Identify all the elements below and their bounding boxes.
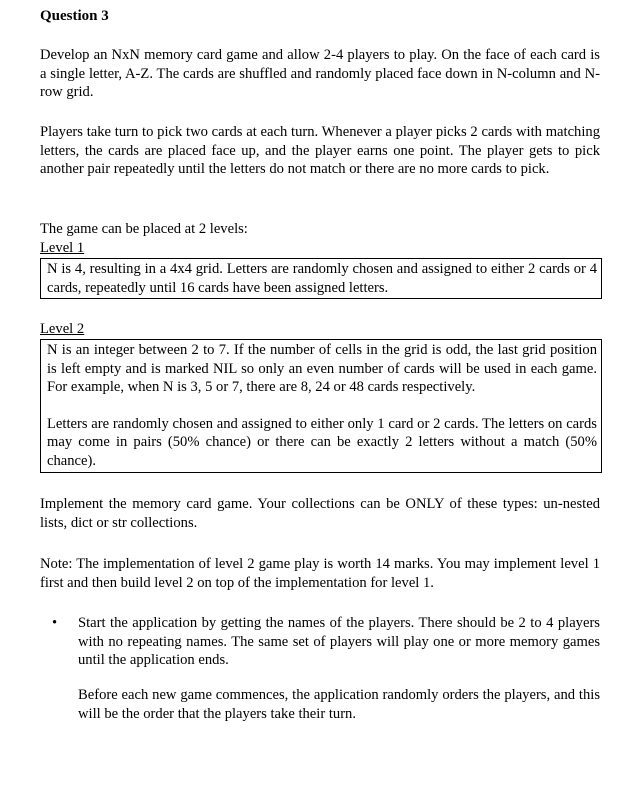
bullet-icon: • <box>52 615 58 631</box>
bullet-text-2: Before each new game commences, the application randomly orders the players, and this will be the order that the players take their turn. <box>78 687 600 722</box>
intro-paragraph: Develop an NxN memory card game and allow 2-4 players to play. On the face of each card is a single letter, A-Z. The cards are shuffled and randomly placed face down in N-column and N-row grid. <box>40 47 600 101</box>
question-title: Question 3 <box>40 8 109 24</box>
rules-paragraph: Players take turn to pick two cards at each turn. Whenever a player picks 2 cards with matching letters, the cards are placed face up, and the player earns one point. The player gets to pick another pair repeatedly until the letters do not match or there are no more cards to pick. <box>40 124 600 178</box>
bullet-text-1: Start the application by getting the names of the players. There should be 2 to 4 players with no repeating names. The same set of players will play one or more memory games until the application ends. <box>78 615 600 669</box>
level1-heading: Level 1 <box>40 240 85 256</box>
implement-paragraph: Implement the memory card game. Your collections can be ONLY of these types: un-nested lists, dict or str collections. <box>40 496 600 531</box>
level2-heading: Level 2 <box>40 321 85 337</box>
level1-text: N is 4, resulting in a 4x4 grid. Letters are randomly chosen and assigned to either 2 cards or 4 cards, repeatedly until 16 cards have been assigned letters. <box>47 261 597 296</box>
level2-text-2: Letters are randomly chosen and assigned to either only 1 card or 2 cards. The letters on cards may come in pairs (50% chance) or there can be exactly 2 letters without a match (50% chance). <box>47 415 597 469</box>
level2-text-1: N is an integer between 2 to 7. If the number of cells in the grid is odd, the last grid position is left empty and is marked NIL so only an even number of cards will be used in each game. For example, when N is 3, 5 or 7, there are 8, 24 or 48 cards respectively. <box>47 342 597 396</box>
level1-box <box>40 258 602 299</box>
level2-box <box>40 339 602 473</box>
note-paragraph: Note: The implementation of level 2 game play is worth 14 marks. You may implement level 1 first and then build level 2 on top of the implementation for level 1. <box>40 556 600 591</box>
levels-intro: The game can be placed at 2 levels: <box>40 221 248 237</box>
